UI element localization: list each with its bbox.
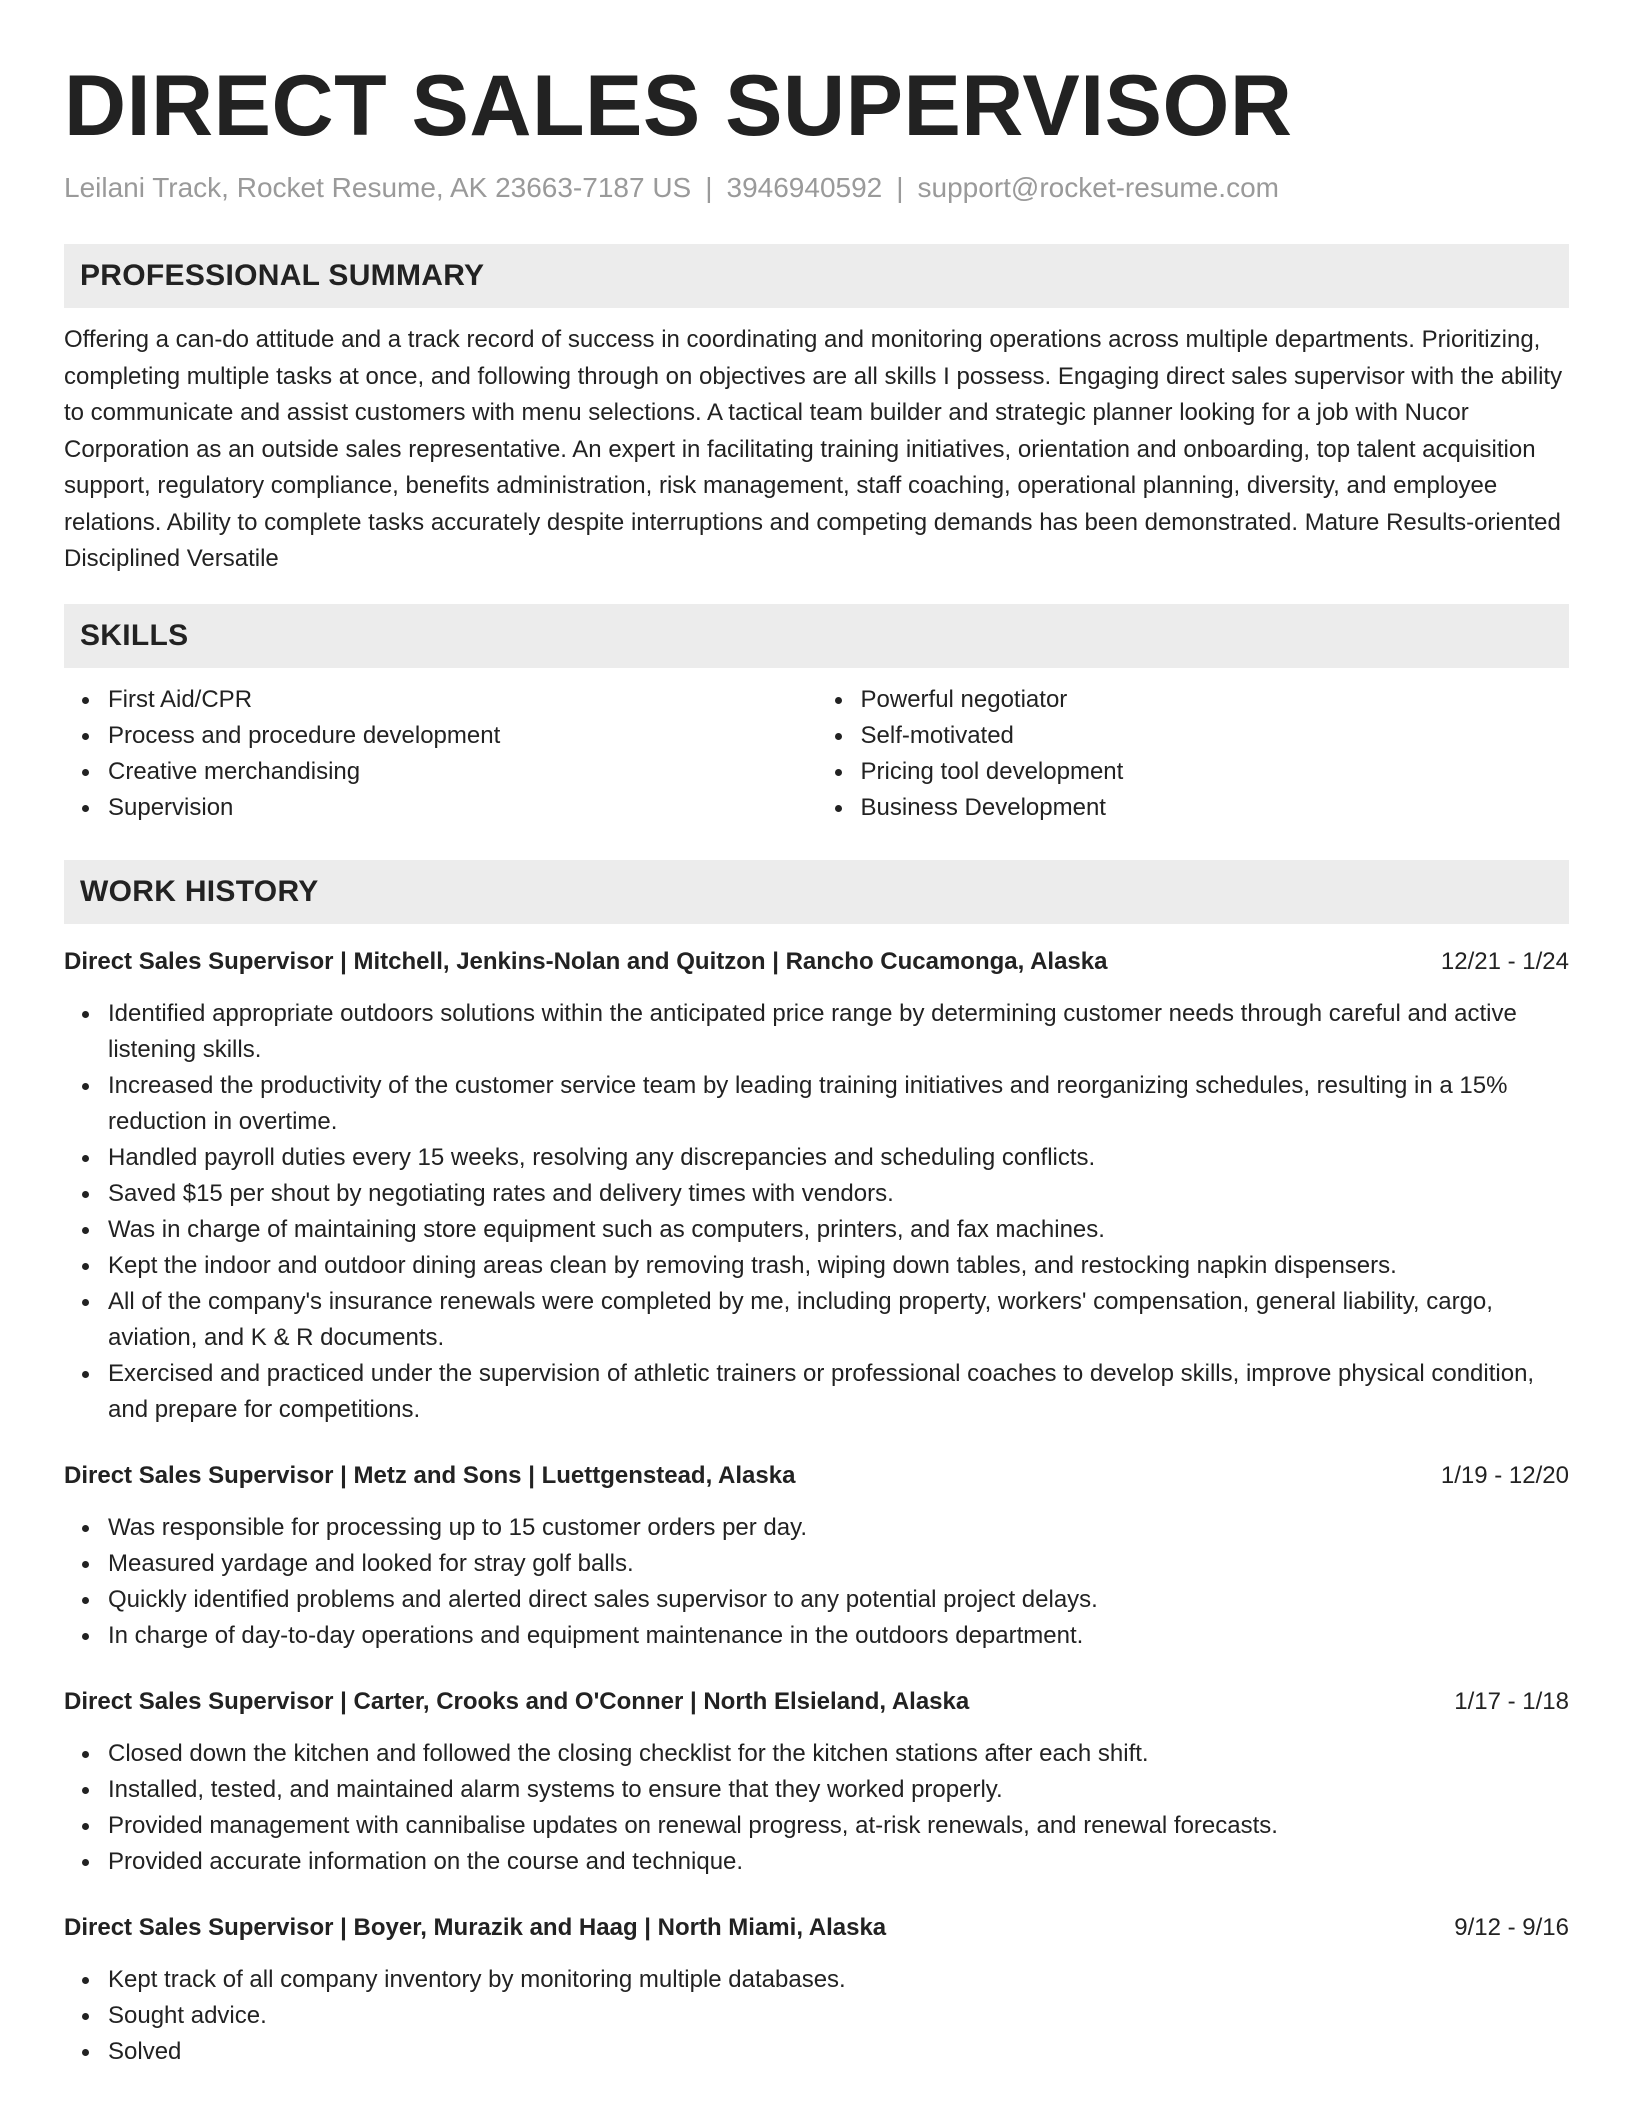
job-entry: [64, 1684, 1569, 1880]
job-bullet: Handled payroll duties every 15 weeks, resolving any discrepancies and scheduling conflicts.: [108, 1140, 1569, 1176]
resume-page: [64, 56, 1569, 2070]
job-bullet: Exercised and practiced under the supervision of athletic trainers or professional coaches to develop skills, improve physical condition, and prepare for competitions.: [108, 1356, 1569, 1428]
job-title: Direct Sales Supervisor | Boyer, Murazik and Haag | North Miami, Alaska: [64, 1913, 887, 1941]
job-bullets: [64, 1510, 1569, 1654]
contact-line: [64, 170, 1569, 206]
skill-item: Creative merchandising: [108, 754, 817, 790]
contact-separator: |: [705, 172, 713, 203]
job-header: [64, 1458, 1569, 1494]
job-bullet: In charge of day-to-day operations and equipment maintenance in the outdoors department.: [108, 1618, 1569, 1654]
contact-phone: 3946940592: [726, 172, 883, 203]
skill-item: Supervision: [108, 790, 817, 826]
contact-separator: |: [896, 172, 904, 203]
job-header: [64, 1684, 1569, 1720]
job-bullet: Kept track of all company inventory by monitoring multiple databases.: [108, 1962, 1569, 1998]
skill-item: Pricing tool development: [861, 754, 1570, 790]
contact-address: Leilani Track, Rocket Resume, AK 23663-7187 US: [64, 172, 692, 203]
job-dates: 1/19 - 12/20: [1440, 1461, 1569, 1489]
job-bullet: Provided management with cannibalise updates on renewal progress, at-risk renewals, and renewal forecasts.: [108, 1808, 1569, 1844]
job-bullets: [64, 1736, 1569, 1880]
job-bullet: Sought advice.: [108, 1998, 1569, 2034]
job-bullet: All of the company's insurance renewals were completed by me, including property, workers' compensation, general liability, cargo, aviation, and K & R documents.: [108, 1284, 1569, 1356]
job-title: Direct Sales Supervisor | Metz and Sons | Luettgenstead, Alaska: [64, 1461, 796, 1489]
summary-text: Offering a can-do attitude and a track record of success in coordinating and monitoring operations across multiple departments. Prioritizing, completing multiple tasks at once, and following through on objectives are all skills I possess. Engaging direct sales supervisor with the ability to communicate and assist customers with menu selections. A tactical team builder and strategic planner looking for a job with Nucor Corporation as an outside sales representative. An expert in facilitating training initiatives, orientation and onboarding, top talent acquisition support, regulatory compliance, benefits administration, risk management, staff coaching, operational planning, diversity, and employee relations. Ability to complete tasks accurately despite interruptions and competing demands has been demonstrated. Mature Results-oriented Disciplined Versatile: [64, 326, 1563, 572]
job-bullet: Measured yardage and looked for stray golf balls.: [108, 1546, 1569, 1582]
job-bullet: Quickly identified problems and alerted direct sales supervisor to any potential project delays.: [108, 1582, 1569, 1618]
job-entry: [64, 1910, 1569, 2070]
section-heading: PROFESSIONAL SUMMARY: [64, 244, 1569, 308]
job-bullet: Was in charge of maintaining store equipment such as computers, printers, and fax machines.: [108, 1212, 1569, 1248]
job-header: [64, 1910, 1569, 1946]
job-bullet: Provided accurate information on the course and technique.: [108, 1844, 1569, 1880]
job-entry: [64, 944, 1569, 1428]
skills-section: [64, 604, 1569, 826]
section-heading: SKILLS: [64, 604, 1569, 668]
skill-item: Powerful negotiator: [861, 682, 1570, 718]
job-bullets: [64, 996, 1569, 1428]
job-entry: [64, 1458, 1569, 1654]
professional-summary-section: [64, 244, 1569, 578]
job-bullet: Kept the indoor and outdoor dining areas clean by removing trash, wiping down tables, and restocking napkin dispensers.: [108, 1248, 1569, 1284]
job-bullet: Solved: [108, 2034, 1569, 2070]
skill-item: First Aid/CPR: [108, 682, 817, 718]
skill-item: Self-motivated: [861, 718, 1570, 754]
skill-item: Business Development: [861, 790, 1570, 826]
job-dates: 9/12 - 9/16: [1454, 1913, 1569, 1941]
job-dates: 1/17 - 1/18: [1454, 1687, 1569, 1715]
skill-item: Process and procedure development: [108, 718, 817, 754]
job-header: [64, 944, 1569, 980]
job-bullet: Installed, tested, and maintained alarm systems to ensure that they worked properly.: [108, 1772, 1569, 1808]
work-history-section: [64, 860, 1569, 2070]
job-bullet: Identified appropriate outdoors solutions within the anticipated price range by determining customer needs through careful and active listening skills.: [108, 996, 1569, 1068]
resume-title: DIRECT SALES SUPERVISOR: [64, 58, 1293, 154]
contact-email[interactable]: support@rocket-resume.com: [917, 172, 1279, 203]
job-title: Direct Sales Supervisor | Mitchell, Jenkins-Nolan and Quitzon | Rancho Cucamonga, Alaska: [64, 947, 1108, 975]
skills-column-right: [817, 682, 1570, 826]
job-bullets: [64, 1962, 1569, 2070]
job-dates: 12/21 - 1/24: [1440, 947, 1569, 975]
job-bullet: Was responsible for processing up to 15 customer orders per day.: [108, 1510, 1569, 1546]
job-bullet: Closed down the kitchen and followed the closing checklist for the kitchen stations after each shift.: [108, 1736, 1569, 1772]
job-bullet: Saved $15 per shout by negotiating rates and delivery times with vendors.: [108, 1176, 1569, 1212]
resume-header: [64, 56, 1569, 206]
section-heading: WORK HISTORY: [64, 860, 1569, 924]
job-title: Direct Sales Supervisor | Carter, Crooks and O'Conner | North Elsieland, Alaska: [64, 1687, 970, 1715]
skills-column-left: [64, 682, 817, 826]
job-bullet: Increased the productivity of the customer service team by leading training initiatives and reorganizing schedules, resulting in a 15% reduction in overtime.: [108, 1068, 1569, 1140]
skills-columns: [64, 682, 1569, 826]
